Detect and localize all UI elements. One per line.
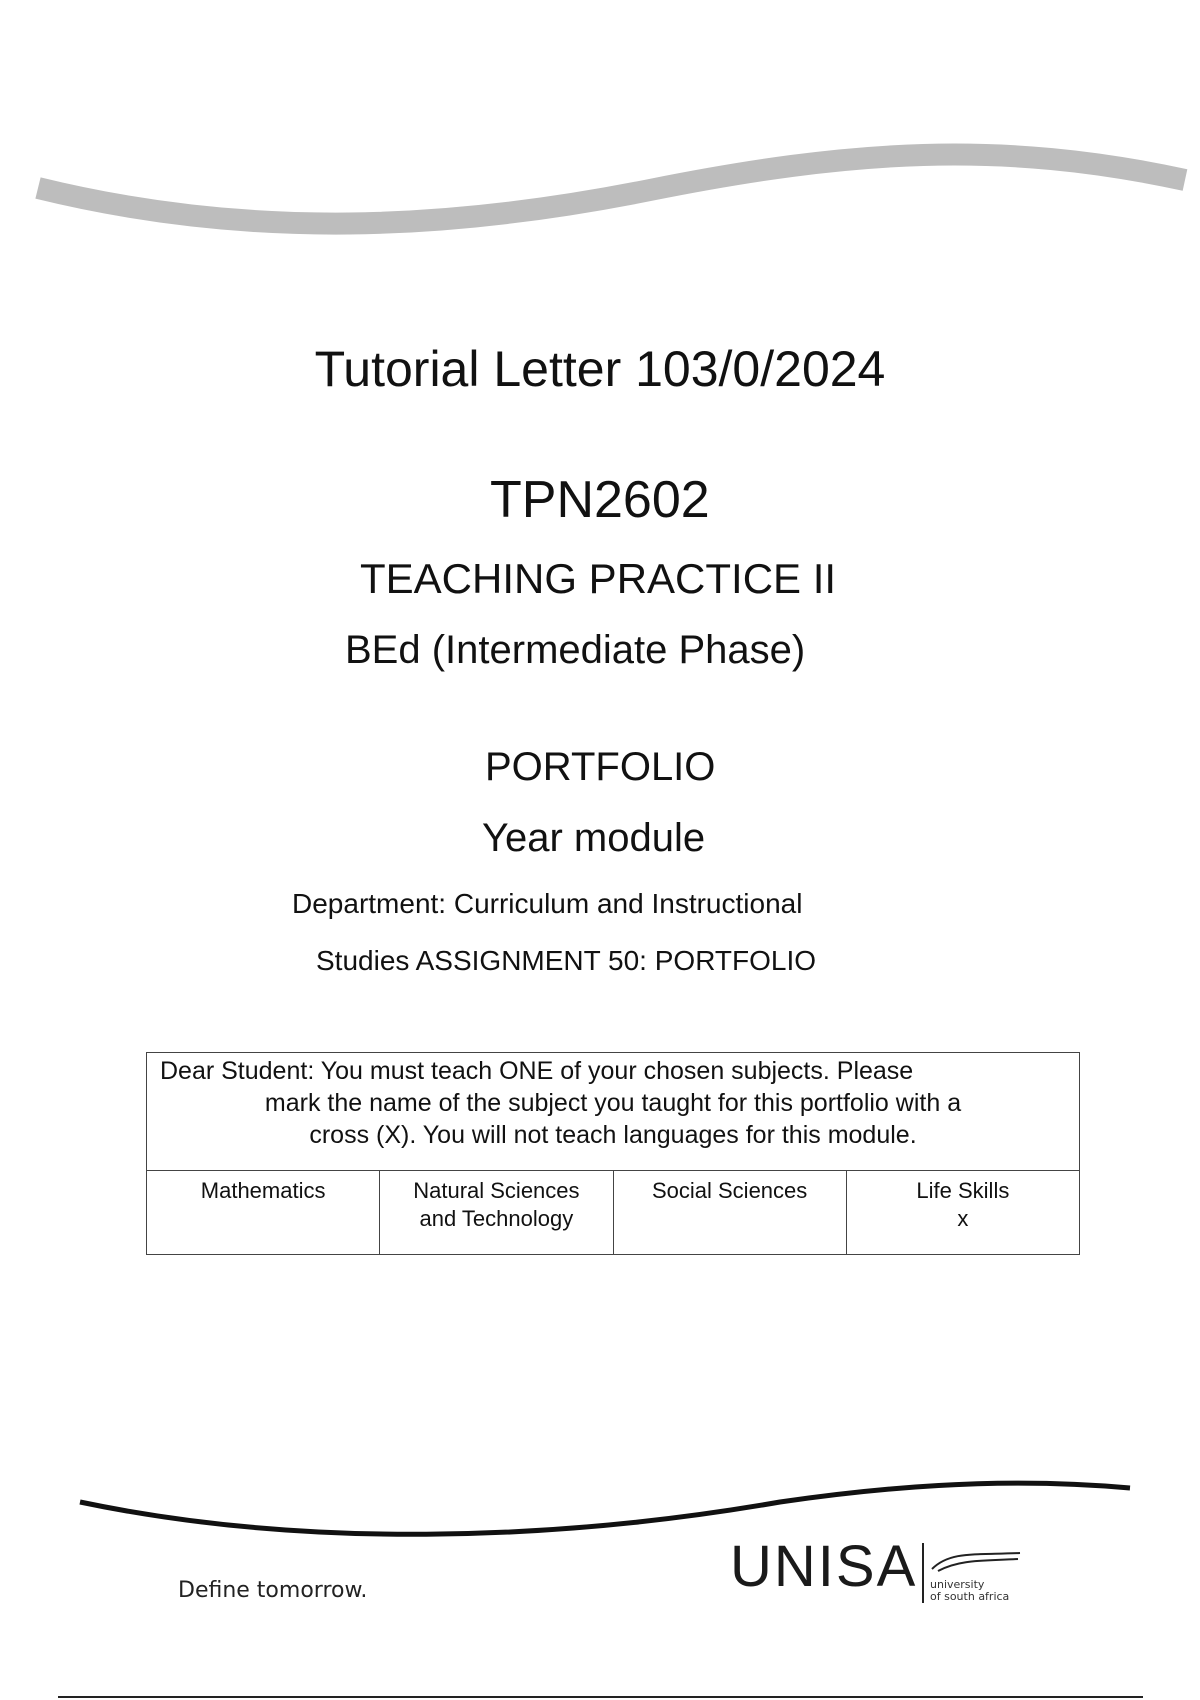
footer-rule <box>58 1696 1143 1698</box>
department-line-2: Studies ASSIGNMENT 50: PORTFOLIO <box>316 945 817 976</box>
subject-instruction-note <box>147 1053 1079 1171</box>
subject-label: Natural Sciences <box>413 1178 580 1203</box>
subject-label: Life Skills <box>916 1178 1010 1203</box>
subject-cell-social-sciences[interactable] <box>614 1171 847 1254</box>
logo-emblem-icon <box>930 1549 1025 1575</box>
subject-label: Social Sciences <box>651 1178 808 1203</box>
unisa-logo <box>730 1535 1050 1605</box>
subject-cell-mathematics[interactable] <box>147 1171 380 1254</box>
top-decorative-wave <box>0 120 1200 260</box>
subject-selection-table <box>146 1052 1080 1255</box>
logo-divider <box>922 1543 924 1603</box>
subject-mark: x <box>957 1206 969 1231</box>
subject-cell-natural-sciences[interactable] <box>380 1171 613 1254</box>
subject-label: and Technology <box>419 1206 574 1231</box>
tutorial-letter-title: Tutorial Letter 103/0/2024 <box>314 341 886 397</box>
subject-label: Mathematics <box>200 1178 326 1203</box>
logo-subtext: of south africa <box>930 1590 1010 1603</box>
programme-name: BEd (Intermediate Phase) <box>345 628 806 672</box>
department-line-1: Department: Curriculum and Instructional <box>292 888 803 919</box>
module-duration: Year module <box>482 816 706 860</box>
logo-wordmark: UNISA <box>730 1534 918 1599</box>
footer-tagline: Define tomorrow. <box>178 1578 368 1603</box>
module-code: TPN2602 <box>490 471 710 529</box>
note-line: Dear Student: You must teach ONE of your chosen subjects. Please <box>160 1057 914 1085</box>
assessment-type: PORTFOLIO <box>485 745 716 789</box>
subject-row <box>147 1171 1079 1254</box>
note-line: cross (X). You will not teach languages for this module. <box>309 1121 917 1149</box>
logo-subtext: university <box>930 1578 985 1591</box>
note-line: mark the name of the subject you taught for this portfolio with a <box>264 1089 962 1117</box>
module-name: TEACHING PRACTICE II <box>360 555 837 602</box>
subject-cell-life-skills[interactable] <box>847 1171 1079 1254</box>
